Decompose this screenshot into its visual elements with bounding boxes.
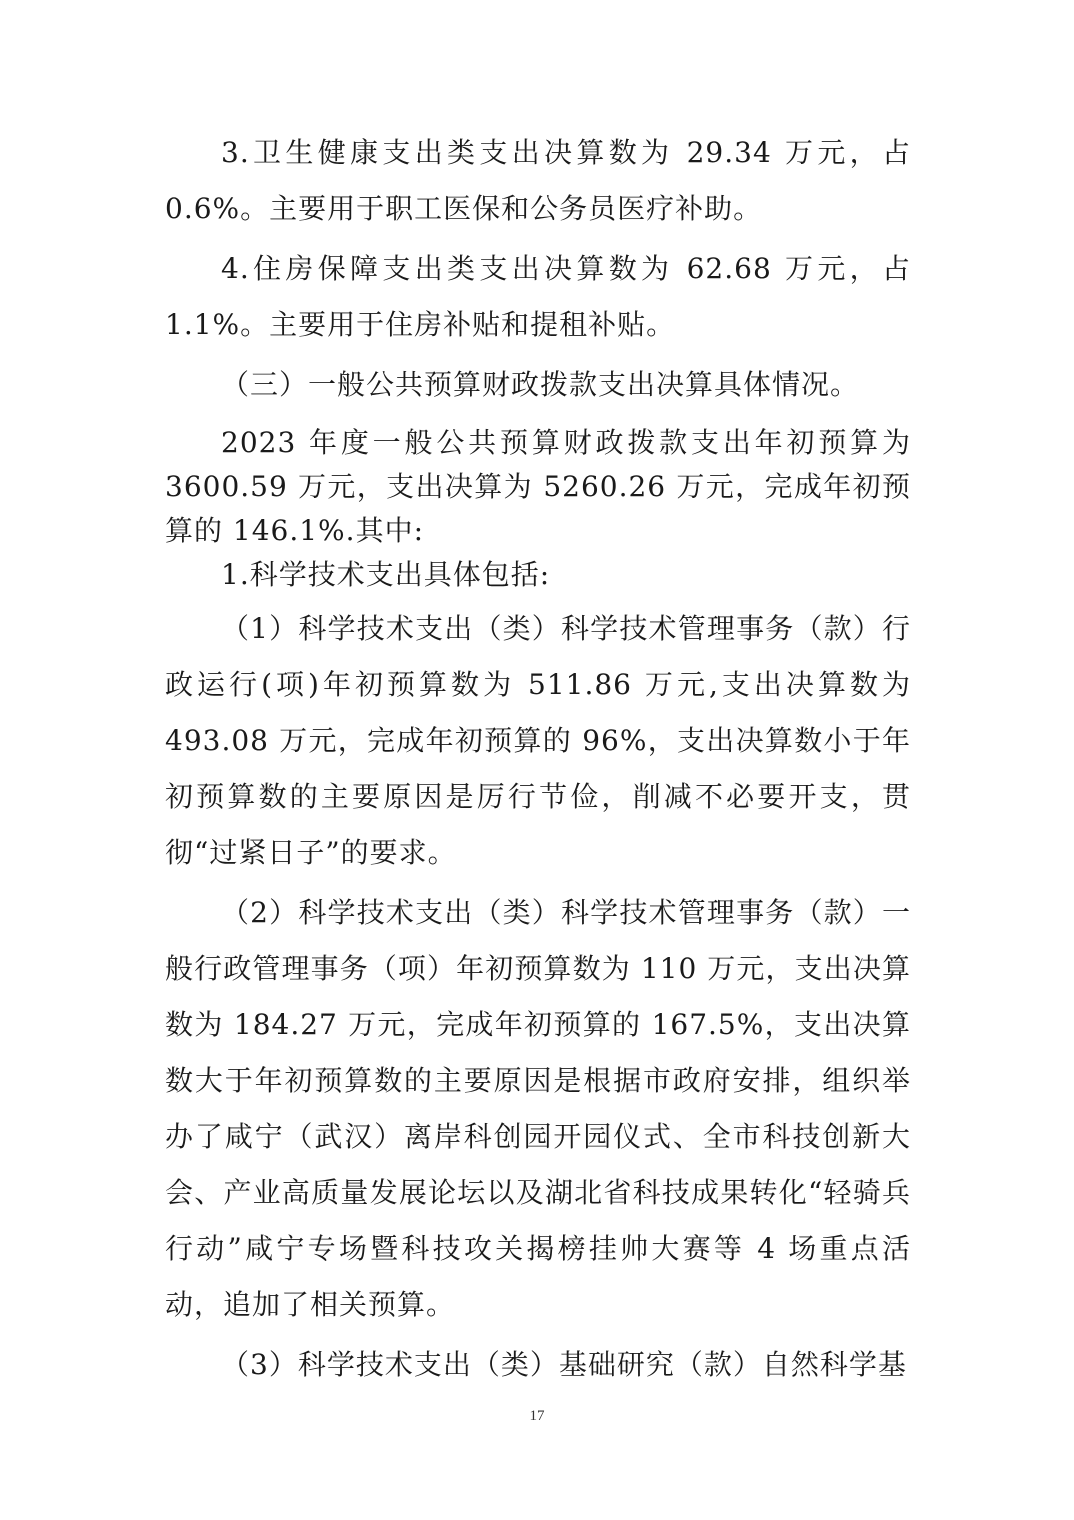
paragraph-housing-expenditure: 4.住房保障支出类支出决算数为 62.68 万元，占 1.1%。主要用于住房补贴和提租补贴。 — [165, 252, 911, 341]
section-heading-general-budget: （三）一般公共预算财政拨款支出决算具体情况。 — [221, 368, 860, 401]
document-body — [165, 125, 911, 1393]
paragraph-budget-summary: 2023 年度一般公共预算财政拨款支出年初预算为 3600.59 万元，支出决算为 5260.26 万元，完成年初预算的 146.1%.其中: — [165, 426, 911, 547]
paragraph-science-tech-intro: 1.科学技术支出具体包括: — [221, 558, 551, 591]
paragraph-item-3: （3）科学技术支出（类）基础研究（款）自然科学基 — [221, 1348, 907, 1381]
paragraph-health-expenditure: 3.卫生健康支出类支出决算数为 29.34 万元，占 0.6%。主要用于职工医保和公务员医疗补助。 — [165, 136, 911, 225]
paragraph-item-2: （2）科学技术支出（类）科学技术管理事务（款）一般行政管理事务（项）年初预算数为 110 万元，支出决算数为 184.27 万元，完成年初预算的 167.5%，支出决算数大于年初预算数的主要原因是根据市政府安排，组织举办了咸宁（武汉）离岸科创园开园仪式、全市科技创新大会、产业高质量发展论坛以及湖北省科技成果转化“轻骑兵行动”咸宁专场暨科技攻关揭榜挂帅大赛等 4 场重点活动，追加了相关预算。 — [165, 896, 911, 1321]
paragraph-item-1: （1）科学技术支出（类）科学技术管理事务（款）行政运行(项)年初预算数为 511.86 万元,支出决算数为 493.08 万元，完成年初预算的 96%，支出决算数小于年初预算数的主要原因是厉行节俭，削减不必要开支，贯彻“过紧日子”的要求。 — [165, 612, 911, 869]
page-number: 17 — [529, 1408, 545, 1424]
